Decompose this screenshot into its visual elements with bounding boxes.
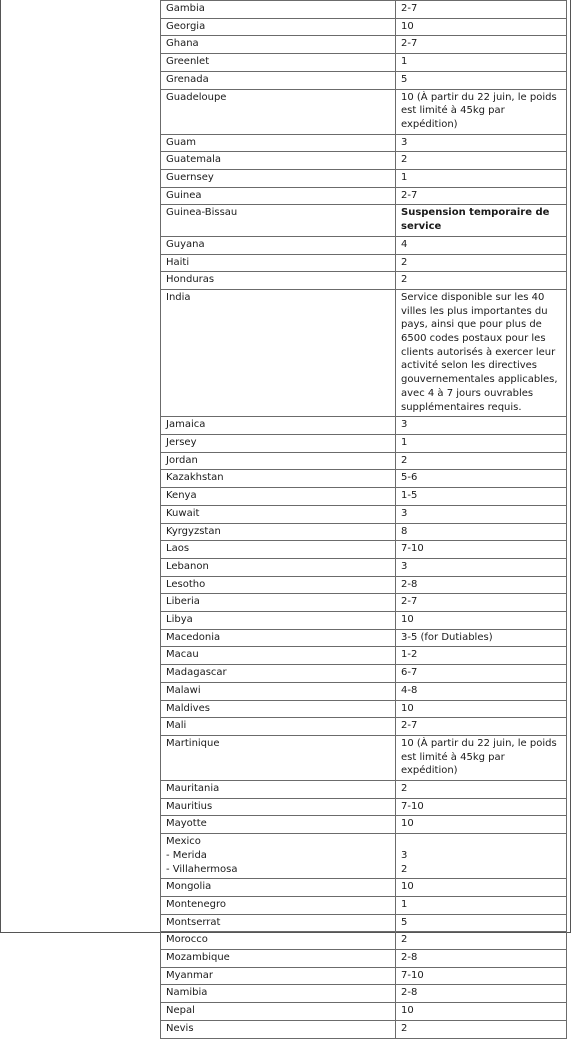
country-cell: Guam (161, 134, 396, 152)
country-cell: Guinea (161, 187, 396, 205)
transit-days-cell: 3 (396, 134, 567, 152)
country-cell: Malawi (161, 682, 396, 700)
table-row (161, 488, 567, 506)
country-cell: Namibia (161, 985, 396, 1003)
table-row (161, 541, 567, 559)
transit-days-cell: 7-10 (396, 798, 567, 816)
country-cell: Mauritius (161, 798, 396, 816)
transit-days-cell: 1-5 (396, 488, 567, 506)
transit-days-cell: 1 (396, 170, 567, 188)
transit-days-cell: 7-10 (396, 541, 567, 559)
transit-days-cell: 2-7 (396, 187, 567, 205)
table-row (161, 576, 567, 594)
table-row (161, 71, 567, 89)
table-row (161, 152, 567, 170)
transit-days-cell: 10 (396, 879, 567, 897)
table-row (161, 1020, 567, 1038)
transit-days-cell: 7-10 (396, 967, 567, 985)
country-cell: Mongolia (161, 879, 396, 897)
table-row (161, 254, 567, 272)
delivery-time-table (160, 0, 567, 1039)
country-cell: Honduras (161, 272, 396, 290)
table-row (161, 967, 567, 985)
country-cell: Montenegro (161, 896, 396, 914)
country-cell: Nevis (161, 1020, 396, 1038)
table-row (161, 914, 567, 932)
transit-days-cell: 10 (396, 1003, 567, 1021)
table-row (161, 54, 567, 72)
table-row (161, 816, 567, 834)
transit-days-cell: 10 (À partir du 22 juin, le poids est limité à 45kg par expédition) (396, 735, 567, 780)
country-cell: Mexico - Merida - Villahermosa (161, 834, 396, 879)
transit-days-cell: 3 (396, 558, 567, 576)
country-cell: Ghana (161, 36, 396, 54)
table-row (161, 629, 567, 647)
table-row (161, 879, 567, 897)
country-cell: Guernsey (161, 170, 396, 188)
table-row (161, 594, 567, 612)
country-cell: Guadeloupe (161, 89, 396, 134)
table-row (161, 700, 567, 718)
country-cell: Jamaica (161, 417, 396, 435)
transit-days-cell: 5 (396, 71, 567, 89)
country-cell: Martinique (161, 735, 396, 780)
country-cell: Libya (161, 612, 396, 630)
country-cell: Maldives (161, 700, 396, 718)
table-row (161, 834, 567, 879)
country-cell: Macedonia (161, 629, 396, 647)
transit-days-cell: 2-7 (396, 594, 567, 612)
country-cell: Mayotte (161, 816, 396, 834)
country-cell: Grenada (161, 71, 396, 89)
transit-days-cell: 3-5 (for Dutiables) (396, 629, 567, 647)
transit-days-cell: 2 (396, 781, 567, 799)
table-row (161, 682, 567, 700)
table-row (161, 89, 567, 134)
table-row (161, 170, 567, 188)
country-cell: Kyrgyzstan (161, 523, 396, 541)
country-cell: Myanmar (161, 967, 396, 985)
table-row (161, 896, 567, 914)
country-cell: Gambia (161, 1, 396, 19)
table-row (161, 735, 567, 780)
table-row (161, 647, 567, 665)
transit-days-cell: 2-7 (396, 36, 567, 54)
transit-days-cell: 10 (396, 700, 567, 718)
country-cell: Guatemala (161, 152, 396, 170)
table-row (161, 134, 567, 152)
table-row (161, 18, 567, 36)
transit-days-cell: 2-7 (396, 718, 567, 736)
table-row (161, 985, 567, 1003)
transit-days-cell: 2 (396, 452, 567, 470)
table-row (161, 950, 567, 968)
country-cell: Macau (161, 647, 396, 665)
country-cell: Mali (161, 718, 396, 736)
table-row (161, 1, 567, 19)
transit-days-cell: Suspension temporaire de service (396, 205, 567, 236)
table-row (161, 505, 567, 523)
country-cell: Greenlet (161, 54, 396, 72)
table-row (161, 558, 567, 576)
table-row (161, 289, 567, 416)
table-row (161, 236, 567, 254)
transit-days-cell: 1-2 (396, 647, 567, 665)
country-cell: Jersey (161, 434, 396, 452)
transit-days-cell: 5-6 (396, 470, 567, 488)
country-cell: India (161, 289, 396, 416)
transit-days-cell: 10 (396, 18, 567, 36)
country-cell: Lesotho (161, 576, 396, 594)
country-cell: Haiti (161, 254, 396, 272)
transit-days-cell: 3 (396, 417, 567, 435)
transit-days-cell: 3 (396, 505, 567, 523)
country-cell: Montserrat (161, 914, 396, 932)
country-cell: Laos (161, 541, 396, 559)
transit-days-cell: 2 (396, 152, 567, 170)
transit-days-cell: 1 (396, 54, 567, 72)
transit-days-cell: 1 (396, 896, 567, 914)
table-row (161, 417, 567, 435)
table-row (161, 612, 567, 630)
country-cell: Kuwait (161, 505, 396, 523)
table-row (161, 452, 567, 470)
table-row (161, 932, 567, 950)
transit-days-cell: 2 (396, 1020, 567, 1038)
country-cell: Nepal (161, 1003, 396, 1021)
table-row (161, 470, 567, 488)
transit-days-cell: 2-8 (396, 950, 567, 968)
country-cell: Lebanon (161, 558, 396, 576)
transit-days-cell: 2 (396, 272, 567, 290)
country-cell: Kenya (161, 488, 396, 506)
transit-days-cell: Service disponible sur les 40 villes les plus importantes du pays, ainsi que pour plus de 6500 codes postaux pour les clients autorisés à exercer leur activité selon les directives gouvernementales applicables, avec 4 à 7 jours ouvrables supplémentaires requis. (396, 289, 567, 416)
transit-days-cell: 10 (396, 612, 567, 630)
country-cell: Guyana (161, 236, 396, 254)
transit-days-cell: 2-8 (396, 985, 567, 1003)
country-cell: Kazakhstan (161, 470, 396, 488)
transit-days-cell: 8 (396, 523, 567, 541)
transit-days-cell: 4 (396, 236, 567, 254)
transit-days-cell: 6-7 (396, 665, 567, 683)
transit-days-cell: 2 (396, 254, 567, 272)
table-row (161, 523, 567, 541)
table-row (161, 187, 567, 205)
country-cell: Mozambique (161, 950, 396, 968)
table-row (161, 798, 567, 816)
table-body (161, 1, 567, 1039)
transit-days-cell: 5 (396, 914, 567, 932)
transit-days-cell: 10 (396, 816, 567, 834)
country-cell: Guinea-Bissau (161, 205, 396, 236)
country-cell: Mauritania (161, 781, 396, 799)
country-cell: Jordan (161, 452, 396, 470)
transit-days-cell: 2 (396, 932, 567, 950)
transit-days-cell: 2-7 (396, 1, 567, 19)
country-cell: Madagascar (161, 665, 396, 683)
country-cell: Morocco (161, 932, 396, 950)
table-row (161, 781, 567, 799)
table-row (161, 205, 567, 236)
transit-days-cell: 1 (396, 434, 567, 452)
transit-days-cell: 3 2 (396, 834, 567, 879)
table-row (161, 434, 567, 452)
table-row (161, 718, 567, 736)
transit-days-cell: 10 (À partir du 22 juin, le poids est limité à 45kg par expédition) (396, 89, 567, 134)
transit-days-cell: 4-8 (396, 682, 567, 700)
country-cell: Liberia (161, 594, 396, 612)
table-row (161, 36, 567, 54)
country-cell: Georgia (161, 18, 396, 36)
table-row (161, 272, 567, 290)
table-row (161, 1003, 567, 1021)
table-row (161, 665, 567, 683)
transit-days-cell: 2-8 (396, 576, 567, 594)
